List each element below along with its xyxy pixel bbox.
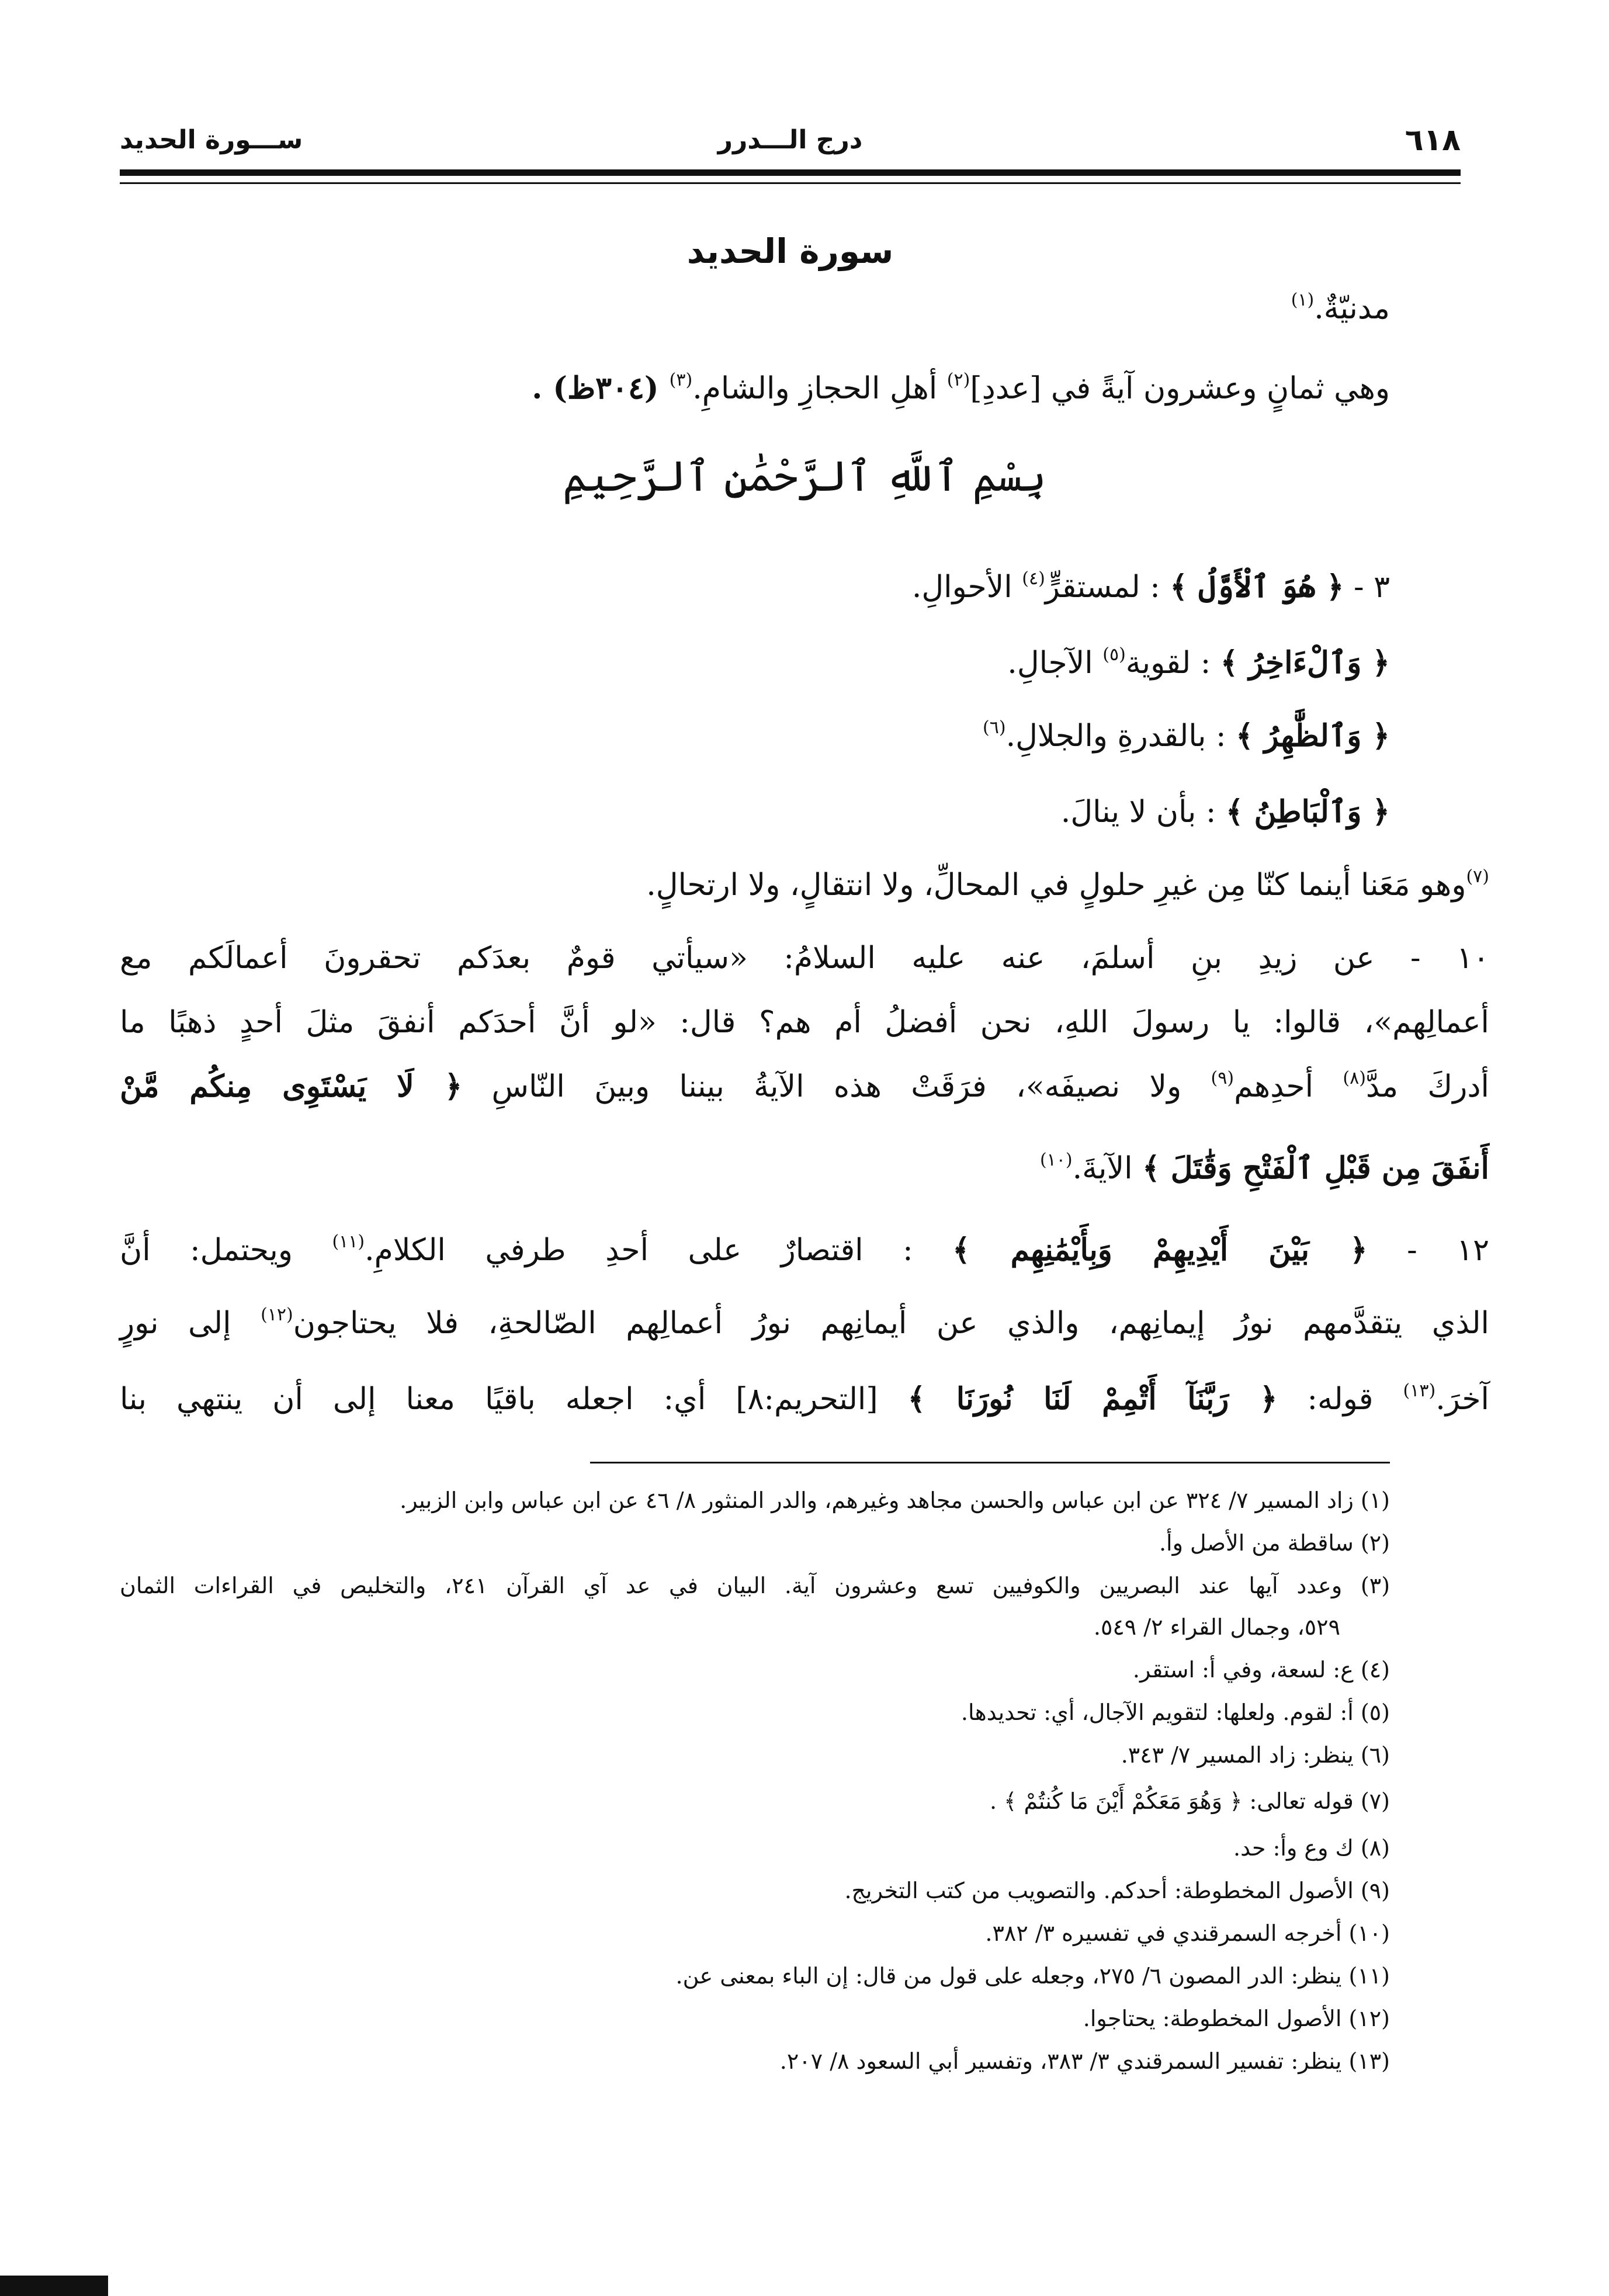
footnote-10: (١٠) أخرجه السمرقندي في تفسيره ٣/ ٣٨٢. <box>985 1920 1390 1946</box>
commentary-text: : بأن لا ينالَ. <box>1060 795 1226 830</box>
footnote-ref: (٥) <box>1102 644 1126 665</box>
surah-title: سورة الحديد <box>686 231 894 271</box>
basmala: بِسْمِ ٱللَّهِ ٱلرَّحْمَٰنِ ٱلرَّحِيمِ <box>562 452 1047 501</box>
commentary-text: ويحتمل: أنَّ <box>120 1233 332 1268</box>
footnote-8: (٨) ك وع وأ: حد. <box>1233 1835 1390 1861</box>
footnote-5: (٥) أ: لقوم. ولعلها: لتقويم الآجال، أي: تحديدها. <box>960 1700 1390 1725</box>
quran-quote: ﴿ هُوَ ٱلْأَوَّلُ ﴾ <box>1170 569 1344 605</box>
intro-madaniyya <box>1291 279 1390 338</box>
intro-verse-count <box>532 359 1390 418</box>
commentary-text: أدركَ مدَّ <box>1365 1069 1489 1104</box>
body-line-8 <box>120 1057 1489 1116</box>
commentary-text: قوله: <box>1277 1382 1403 1417</box>
body-line-2 <box>1007 634 1390 692</box>
footnote-ref: (٢) <box>946 370 970 390</box>
footnote-ref: (٤) <box>1022 568 1045 589</box>
body-line-1 <box>912 558 1390 616</box>
footnote-ref: (٩) <box>1211 1068 1235 1088</box>
quran-quote: أَنفَقَ مِن قَبْلِ ٱلْفَتْحِ وَقَٰتَلَ ﴾ <box>1142 1150 1489 1186</box>
footnote-ref: (٣) <box>669 370 693 390</box>
folio-marker: (٣٠٤ظ) . <box>532 370 670 406</box>
book-title: درج الـــدرر <box>717 125 863 155</box>
commentary-text: الآجالِ. <box>1007 646 1103 681</box>
commentary-text: إلى نورٍ <box>120 1306 261 1341</box>
body-line-4 <box>1061 783 1390 841</box>
footnote-ref: (١) <box>1291 290 1315 310</box>
header-rule-thin <box>120 182 1461 184</box>
footnote-ref: (٧) <box>1466 866 1489 887</box>
commentary-text: أحدِهم <box>1234 1069 1343 1104</box>
quran-quote: ﴿ رَبَّنَآ أَتْمِمْ لَنَا نُورَنَا ﴾ <box>907 1381 1278 1417</box>
running-header <box>120 120 1461 161</box>
verse-number: ١٢ - <box>1367 1233 1490 1268</box>
footnote-3: (٣) وعدد آيها عند البصريين والكوفيين تسع وعشرون آية. البيان في عد آي القرآن ٢٤١، والتخليص في القراءات الثمان <box>120 1573 1390 1598</box>
footnote-separator <box>590 1462 1390 1463</box>
commentary-text: : لمستقرٍّ <box>1045 570 1170 605</box>
header-rule-thick <box>120 169 1461 176</box>
footnote-12: (١٢) الأصول المخطوطة: يحتاجوا. <box>1083 2006 1390 2031</box>
commentary-text: [التحريم:٨] أي: اجعله باقيًا معنا إلى أن ينتهي بنا <box>120 1382 908 1417</box>
footnote-ref: (١٢) <box>261 1305 293 1325</box>
commentary-text: : لقوية <box>1125 646 1220 681</box>
commentary-text: الآيةَ. <box>1072 1151 1143 1186</box>
verse-number: ٣ - <box>1344 570 1390 605</box>
body-line-10 <box>120 1221 1489 1279</box>
footnote-2: (٢) ساقطة من الأصل وأ. <box>1159 1530 1390 1556</box>
footnote-ref: (١٠) <box>1039 1150 1073 1170</box>
quran-quote: ﴿ لَا يَسْتَوِى مِنكُم مَّنْ <box>120 1069 463 1104</box>
footnote-ref: (٦) <box>983 717 1006 738</box>
commentary-text: ولا نصيفَه»، فرَقَتْ هذه الآيةُ بيننا وبينَ النّاسِ <box>462 1069 1211 1104</box>
body-line-12 <box>120 1370 1489 1428</box>
madaniyya-text: مدنيّةٌ. <box>1314 291 1390 326</box>
quran-quote: ﴿ وَٱلْءَاخِرُ ﴾ <box>1220 645 1390 681</box>
quran-quote: ﴿ وَٱلظَّٰهِرُ ﴾ <box>1236 718 1390 754</box>
footnote-9: (٩) الأصول المخطوطة: أحدكم. والتصويب من كتب التخريج. <box>844 1878 1390 1903</box>
commentary-text: : بالقدرةِ والجلالِ. <box>1005 719 1236 754</box>
body-line-7: أعمالِهم»، قالوا: يا رسولَ اللهِ، نحن أفضلُ أم هم؟ قال: «لو أنَّ أحدَكم أنفقَ مثلَ أحدٍ ذهبًا ما <box>120 1005 1489 1040</box>
commentary-text: الأحوالِ. <box>911 570 1022 605</box>
footnote-3-continued: ٥٢٩، وجمال القراء ٢/ ٥٤٩. <box>1093 1614 1340 1640</box>
commentary-text: الذي يتقدَّمهم نورُ إيمانِهم، والذي عن أيمانِهم نورُ أعمالِهم الصّالحةِ، فلا يحتاجون <box>293 1306 1489 1341</box>
commentary-text: وهو مَعَنا أينما كنّا مِن غيرِ حلولٍ في المحالِّ، ولا انتقالٍ، ولا ارتحالٍ. <box>646 868 1466 903</box>
footnote-ref: (١٣) <box>1403 1381 1436 1401</box>
quran-quote: ﴿ وَٱلْبَاطِنُ ﴾ <box>1225 794 1390 830</box>
body-line-9 <box>1040 1139 1489 1198</box>
footnote-1: (١) زاد المسير ٧/ ٣٢٤ عن ابن عباس والحسن مجاهد وغيرهم، والدر المنثور ٨/ ٤٦ عن ابن عباس وابن الزبير. <box>400 1487 1390 1513</box>
commentary-text: : اقتصارٌ على أحدِ طرفي الكلامِ. <box>365 1233 953 1268</box>
footnote-11: (١١) ينظر: الدر المصون ٦/ ٢٧٥، وجعله على قول من قال: إن الباء بمعنى عن. <box>675 1963 1390 1989</box>
body-line-11 <box>120 1294 1489 1352</box>
commentary-text: آخرَ. <box>1435 1382 1489 1417</box>
scan-edge-bar <box>0 2276 108 2296</box>
body-line-5 <box>646 856 1489 914</box>
quran-quote: ﴿ بَيْنَ أَيْدِيهِمْ وَبِأَيْمَٰنِهِم ﴾ <box>952 1232 1368 1268</box>
verse-count-text-2: أهلِ الحجازِ والشامِ. <box>692 371 947 406</box>
surah-running-title: ســـورة الحديد <box>120 125 303 155</box>
footnote-4: (٤) ع: لسعة، وفي أ: استقر. <box>1132 1657 1390 1683</box>
body-line-3 <box>983 707 1390 765</box>
footnote-ref: (٨) <box>1343 1068 1366 1088</box>
page-number: ٦١٨ <box>1405 123 1461 158</box>
footnote-7: (٧) قوله تعالى: ﴿ وَهُوَ مَعَكُمْ أَيْنَ مَا كُنتُمْ ﴾ . <box>989 1788 1390 1814</box>
footnote-6: (٦) ينظر: زاد المسير ٧/ ٣٤٣. <box>1121 1742 1390 1768</box>
verse-count-text: وهي ثمانٍ وعشرون آيةً في [عددِ] <box>970 371 1390 406</box>
footnote-ref: (١١) <box>332 1232 365 1252</box>
body-line-6: ١٠ - عن زيدِ بنِ أسلمَ، عنه عليه السلامُ: «سيأتي قومٌ بعدَكم تحقرونَ أعمالَكم مع <box>120 941 1489 976</box>
footnote-13: (١٣) ينظر: تفسير السمرقندي ٣/ ٣٨٣، وتفسير أبي السعود ٨/ ٢٠٧. <box>779 2048 1390 2074</box>
